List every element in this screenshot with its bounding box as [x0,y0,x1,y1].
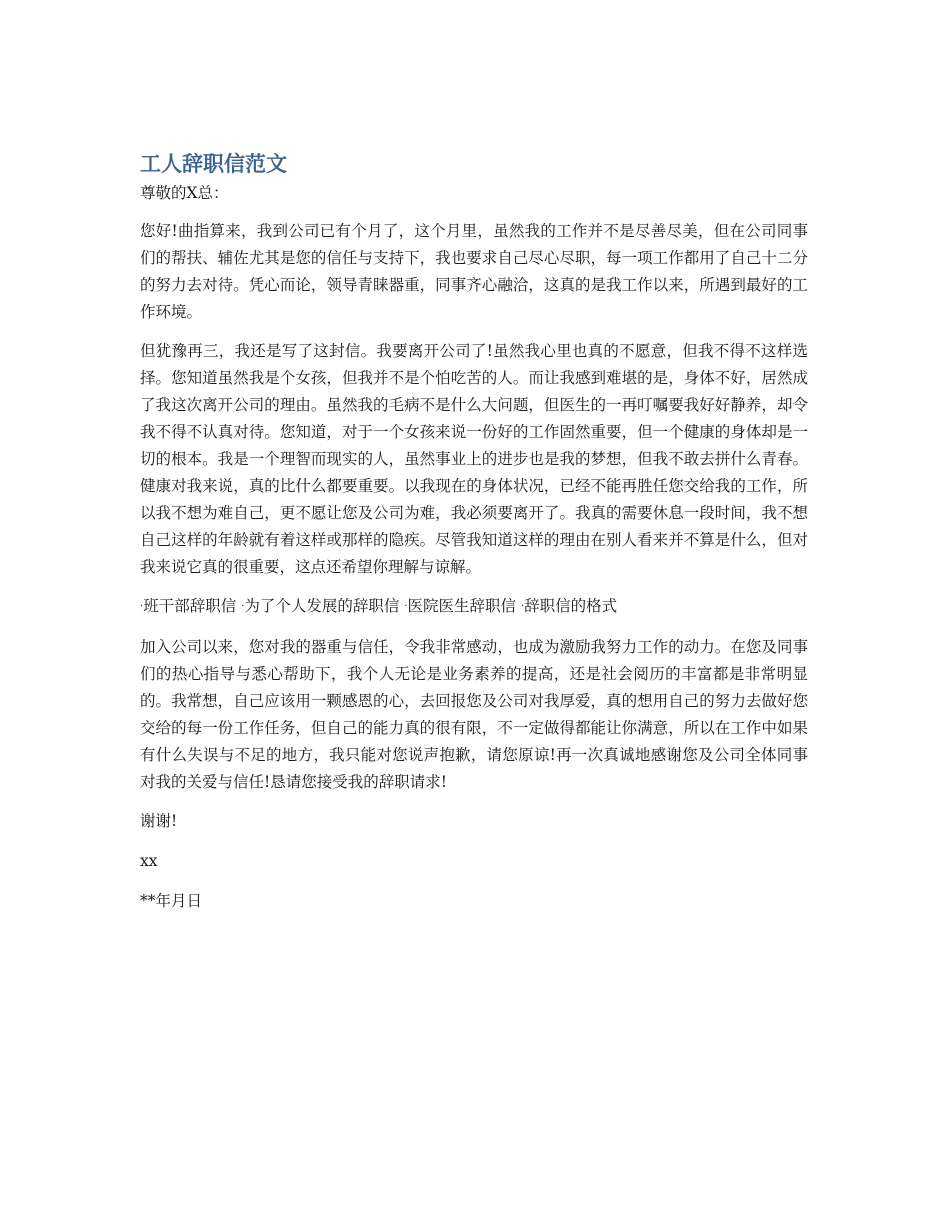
paragraph-1: 您好!曲指算来，我到公司已有个月了，这个月里，虽然我的工作并不是尽善尽美，但在公司同事们的帮扶、辅佐尤其是您的信任与支持下，我也要求自己尽心尽职，每一项工作都用了自己十二分的努力去对待。凭心而论，领导青睐器重，同事齐心融洽，这真的是我工作以来，所遇到最好的工作环境。 [140,222,808,321]
bullet-dot: · [241,601,245,612]
document-title: 工人辞职信范文 [140,152,287,176]
bullet-dot: · [404,601,408,612]
document-page [140,148,808,928]
paragraph-2: 但犹豫再三，我还是写了这封信。我要离开公司了!虽然我心里也真的不愿意，但我不得不这样选择。您知道虽然我是个女孩，但我并不是个怕吃苦的人。而让我感到难堪的是，身体不好，居然成了我这次离开公司的理由。虽然我的毛病不是什么大问题，但医生的一再叮嘱要我好好静养，却令我不得不认真对待。您知道，对于一个女孩来说一份好的工作固然重要，但一个健康的身体却是一切的根本。我是一个理智而现实的人，虽然事业上的进步也是我的梦想，但我不敢去拼什么青春。健康对我来说，真的比什么都要重要。以我现在的身体状况，已经不能再胜任您交给我的工作，所以我不想为难自己，更不愿让您及公司为难，我必须要离开了。我真的需要休息一段时间，我不想自己这样的年龄就有着这样或那样的隐疾。尽管我知道这样的理由在别人看来并不算是什么，但对我来说它真的很重要，这点还希望你理解与谅解。 [140,342,808,576]
paragraph-3: 加入公司以来，您对我的器重与信任，令我非常感动，也成为激励我努力工作的动力。在您及同事们的热心指导与悉心帮助下，我个人无论是业务素养的提高，还是社会阅历的丰富都是非常明显的。我常想，自己应该用一颗感恩的心，去回报您及公司对我厚爱，真的想用自己的努力去做好您交给的每一份工作任务，但自己的能力真的很有限，不一定做得都能让你满意，所以在工作中如果有什么失误与不足的地方，我只能对您说声抱歉，请您原谅!再一次真诚地感谢您及公司全体同事对我的关爱与信任!恳请您接受我的辞职请求! [140,638,808,791]
bullet-dot: · [140,601,144,612]
signature: xx [140,852,158,870]
related-link-resignation-format[interactable]: 辞职信的格式 [524,597,618,615]
related-link-personal-development-resignation[interactable]: 为了个人发展的辞职信 [244,597,400,615]
bullet-dot: · [520,601,525,612]
related-link-class-cadre-resignation[interactable]: 班干部辞职信 [143,597,237,615]
closing-thanks: 谢谢! [140,812,178,830]
related-link-hospital-doctor-resignation[interactable]: 医院医生辞职信 [407,597,516,615]
related-links [140,593,808,620]
date-line: **年月日 [140,892,203,910]
salutation: 尊敬的X总： [140,184,229,202]
